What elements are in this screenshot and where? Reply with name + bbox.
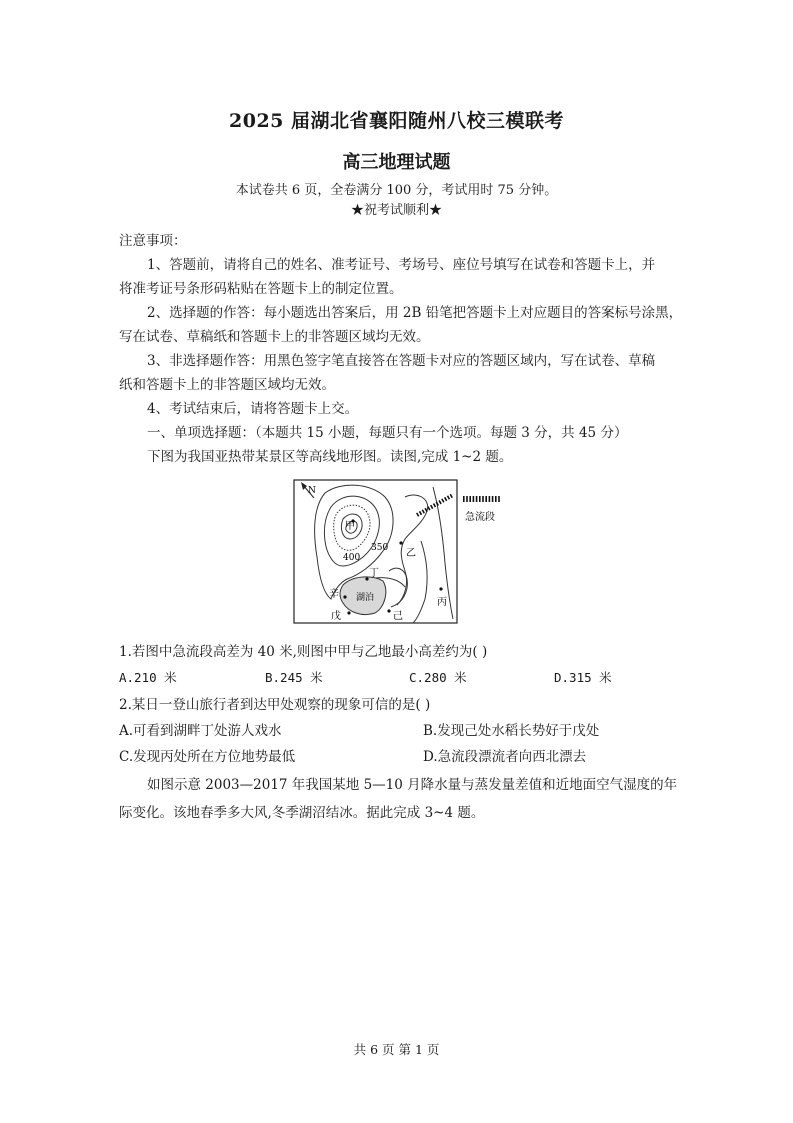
question-2-stem: 2.某日一登山旅行者到达甲处观察的现象可信的是( ) xyxy=(119,697,431,713)
intro2-line: 如图示意 2003—2017 年我国某地 5—10 月降水量与蒸发量差值和近地面空气湿度的年 xyxy=(147,777,678,793)
question-2-option-a[interactable]: A.可看到湖畔丁处游人戏水 xyxy=(119,723,282,739)
notes-line: 写在试卷、草稿纸和答题卡上的非答题区域均无效。 xyxy=(119,329,430,345)
question-1-option-b[interactable]: B.245 米 xyxy=(265,670,323,685)
contour-map xyxy=(293,479,503,625)
question-1-option-c[interactable]: C.280 米 xyxy=(409,670,467,685)
contour-label-400: 400 xyxy=(343,553,361,563)
section-intro: 下图为我国亚热带某景区等高线地形图。读图,完成 1~2 题。 xyxy=(147,449,513,465)
notes-heading: 注意事项： xyxy=(119,233,187,249)
question-1-stem: 1.若图中急流段高差为 40 米,则图中甲与乙地最小高差约为( ) xyxy=(119,644,488,660)
exam-info: 本试卷共 6 页，全卷满分 100 分，考试用时 75 分钟。 xyxy=(235,183,558,198)
question-2-option-b[interactable]: B.发现己处水稻长势好于戊处 xyxy=(423,723,600,739)
page-footer: 共 6 页 第 1 页 xyxy=(353,1042,440,1057)
contour-label-350: 350 xyxy=(371,543,389,553)
lake-label: 湖泊 xyxy=(356,593,375,603)
point-ji-label: 己 xyxy=(393,611,403,622)
point-yi-label: 乙 xyxy=(406,548,416,559)
point-xin-marker xyxy=(343,595,346,598)
section-heading: 一、单项选择题：（本题共 15 小题，每题只有一个选项。每题 3 分，共 45 分） xyxy=(147,425,628,441)
point-yi-marker xyxy=(399,541,402,544)
rapids-legend-label: 急流段 xyxy=(465,512,495,523)
question-2-option-c[interactable]: C.发现丙处所在方位地势最低 xyxy=(119,749,296,765)
point-wu-label: 戊 xyxy=(331,611,341,622)
intro2-line: 际变化。该地春季多大风,冬季湖沼结冰。据此完成 3~4 题。 xyxy=(119,805,485,821)
north-label: N xyxy=(308,486,316,496)
point-wu-marker xyxy=(347,611,350,614)
notes-line: 2、选择题的作答：每小题选出答案后，用 2B 铅笔把答题卡上对应题目的答案标号涂黑， xyxy=(147,305,683,321)
notes-line: 4、考试结束后，请将答题卡上交。 xyxy=(147,401,359,417)
point-ji-marker xyxy=(387,609,390,612)
exam-wish: ★祝考试顺利★ xyxy=(350,203,442,218)
notes-line: 3、非选择题作答：用黑色签字笔直接答在答题卡对应的答题区域内，写在试卷、草稿 xyxy=(147,353,656,369)
notes-line: 纸和答题卡上的非答题区域均无效。 xyxy=(119,377,335,393)
point-bing-label: 丙 xyxy=(437,597,447,608)
question-1-option-d[interactable]: D.315 米 xyxy=(554,670,612,685)
point-jia-label: 甲 xyxy=(345,521,355,532)
point-xin-label: 辛 xyxy=(329,589,339,600)
notes-line: 1、答题前，请将自己的姓名、准考证号、考场号、座位号填写在试卷和答题卡上，并 xyxy=(147,257,656,273)
exam-title: 2025 届湖北省襄阳随州八校三模联考 xyxy=(229,110,564,132)
point-ding-label: 丁 xyxy=(369,568,379,579)
point-bing-marker xyxy=(439,587,442,590)
question-2-option-d[interactable]: D.急流段漂流者向西北漂去 xyxy=(423,749,587,765)
notes-line: 将准考证号条形码粘贴在答题卡上的制定位置。 xyxy=(119,281,403,297)
exam-subtitle: 高三地理试题 xyxy=(342,152,451,173)
question-1-option-a[interactable]: A.210 米 xyxy=(119,670,177,685)
